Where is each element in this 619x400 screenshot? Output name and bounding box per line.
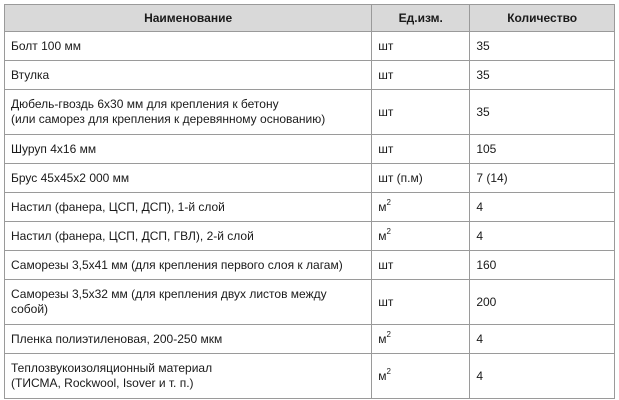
- table-row: [5, 354, 615, 399]
- table-row: [5, 280, 615, 325]
- table-row: [5, 222, 615, 251]
- unit-label: шт: [378, 141, 394, 156]
- table-row: [5, 32, 615, 61]
- unit-label: м: [378, 228, 387, 243]
- header-quantity: Количество: [470, 5, 615, 32]
- cell-quantity: 35: [470, 90, 615, 135]
- cell-unit: [372, 90, 470, 135]
- cell-unit: [372, 222, 470, 251]
- unit-label: м: [378, 368, 387, 383]
- cell-name: Настил (фанера, ЦСП, ДСП), 1-й слой: [5, 193, 372, 222]
- table-body: [5, 32, 615, 399]
- table-row: [5, 193, 615, 222]
- cell-quantity: 35: [470, 61, 615, 90]
- table-header-row: [5, 5, 615, 32]
- cell-name: Теплозвукоизоляционный материал (ТИСМА, Rockwool, Isover и т. п.): [5, 354, 372, 399]
- cell-unit: [372, 32, 470, 61]
- cell-name: Шуруп 4х16 мм: [5, 135, 372, 164]
- unit-label: шт: [378, 104, 394, 119]
- unit-superscript: 2: [386, 197, 391, 207]
- cell-unit: [372, 354, 470, 399]
- cell-unit: [372, 193, 470, 222]
- cell-quantity: 4: [470, 222, 615, 251]
- cell-quantity: 7 (14): [470, 164, 615, 193]
- unit-label: м: [378, 331, 387, 346]
- cell-name: Втулка: [5, 61, 372, 90]
- cell-name: Пленка полиэтиленовая, 200-250 мкм: [5, 325, 372, 354]
- table-row: [5, 325, 615, 354]
- cell-name: Саморезы 3,5х41 мм (для крепления первого слоя к лагам): [5, 251, 372, 280]
- cell-name: Болт 100 мм: [5, 32, 372, 61]
- cell-quantity: 105: [470, 135, 615, 164]
- unit-superscript: 2: [386, 226, 391, 236]
- cell-unit: [372, 251, 470, 280]
- unit-label: шт: [378, 38, 394, 53]
- table-row: [5, 90, 615, 135]
- materials-table: [4, 4, 615, 399]
- table-row: [5, 61, 615, 90]
- unit-label: шт: [378, 257, 394, 272]
- unit-label: шт (п.м): [378, 170, 423, 185]
- cell-unit: [372, 61, 470, 90]
- cell-unit: [372, 325, 470, 354]
- cell-quantity: 4: [470, 325, 615, 354]
- cell-name: Саморезы 3,5х32 мм (для крепления двух листов между собой): [5, 280, 372, 325]
- cell-unit: [372, 164, 470, 193]
- table-row: [5, 135, 615, 164]
- cell-quantity: 4: [470, 193, 615, 222]
- cell-quantity: 160: [470, 251, 615, 280]
- cell-quantity: 200: [470, 280, 615, 325]
- cell-unit: [372, 280, 470, 325]
- unit-label: шт: [378, 294, 394, 309]
- header-unit: Ед.изм.: [372, 5, 470, 32]
- cell-quantity: 4: [470, 354, 615, 399]
- cell-name: Настил (фанера, ЦСП, ДСП, ГВЛ), 2-й слой: [5, 222, 372, 251]
- unit-label: м: [378, 199, 387, 214]
- unit-superscript: 2: [386, 366, 391, 376]
- unit-label: шт: [378, 67, 394, 82]
- cell-name: Дюбель-гвоздь 6х30 мм для крепления к бетону (или саморез для крепления к деревянному основанию): [5, 90, 372, 135]
- header-name: Наименование: [5, 5, 372, 32]
- cell-unit: [372, 135, 470, 164]
- cell-quantity: 35: [470, 32, 615, 61]
- cell-name: Брус 45х45х2 000 мм: [5, 164, 372, 193]
- unit-superscript: 2: [386, 329, 391, 339]
- table-row: [5, 164, 615, 193]
- table-row: [5, 251, 615, 280]
